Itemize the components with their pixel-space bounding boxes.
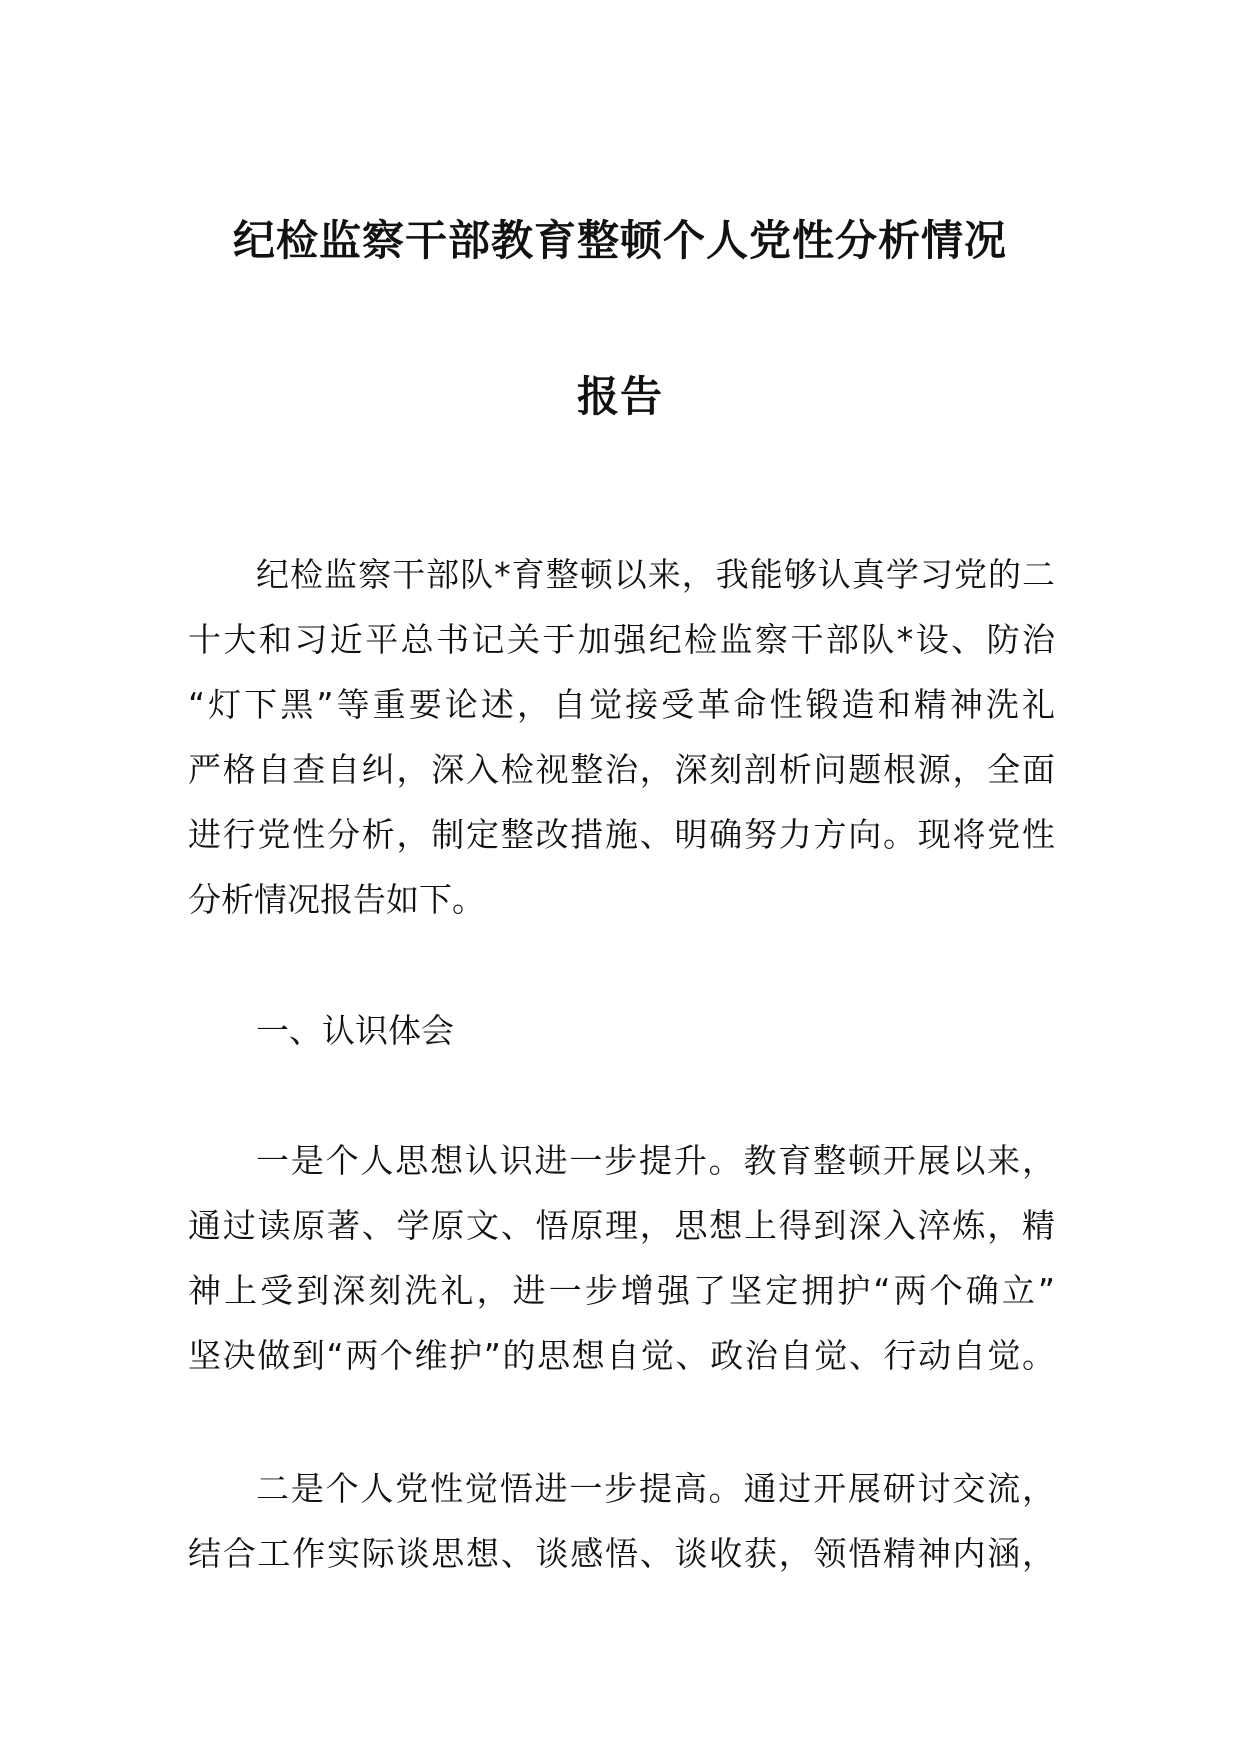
text-line: 一是个人思想认识进一步提升。教育整顿开展以来， <box>256 1141 1055 1180</box>
text-line: 结合工作实际谈思想、谈感悟、谈收获，领悟精神内涵， <box>188 1534 1055 1573</box>
text-line: “灯下黑”等重要论述，自觉接受革命性锻造和精神洗礼 <box>188 685 1055 724</box>
text-line: 通过读原著、学原文、悟原理，思想上得到深入淬炼，精 <box>188 1206 1055 1245</box>
text-line: 二是个人党性觉悟进一步提高。通过开展研讨交流， <box>256 1469 1055 1508</box>
text-line: 神上受到深刻洗礼，进一步增强了坚定拥护“两个确立” <box>188 1271 1055 1310</box>
text-line: 十大和习近平总书记关于加强纪检监察干部队*设、防治 <box>188 620 1055 659</box>
text-line: 进行党性分析，制定整改措施、明确努力方向。现将党性 <box>188 815 1055 854</box>
text-line: 分析情况报告如下。 <box>188 880 485 919</box>
title-line-1: 纪检监察干部教育整顿个人党性分析情况 <box>232 216 1007 265</box>
title-line-2: 报告 <box>576 372 663 421</box>
text-line: 严格自查自纠，深入检视整治，深刻剖析问题根源，全面 <box>188 750 1055 789</box>
section-heading: 一、认识体会 <box>256 1011 454 1050</box>
text-line: 纪检监察干部队*育整顿以来，我能够认真学习党的二 <box>256 555 1055 594</box>
text-line: 坚决做到“两个维护”的思想自觉、政治自觉、行动自觉。 <box>188 1336 1055 1375</box>
